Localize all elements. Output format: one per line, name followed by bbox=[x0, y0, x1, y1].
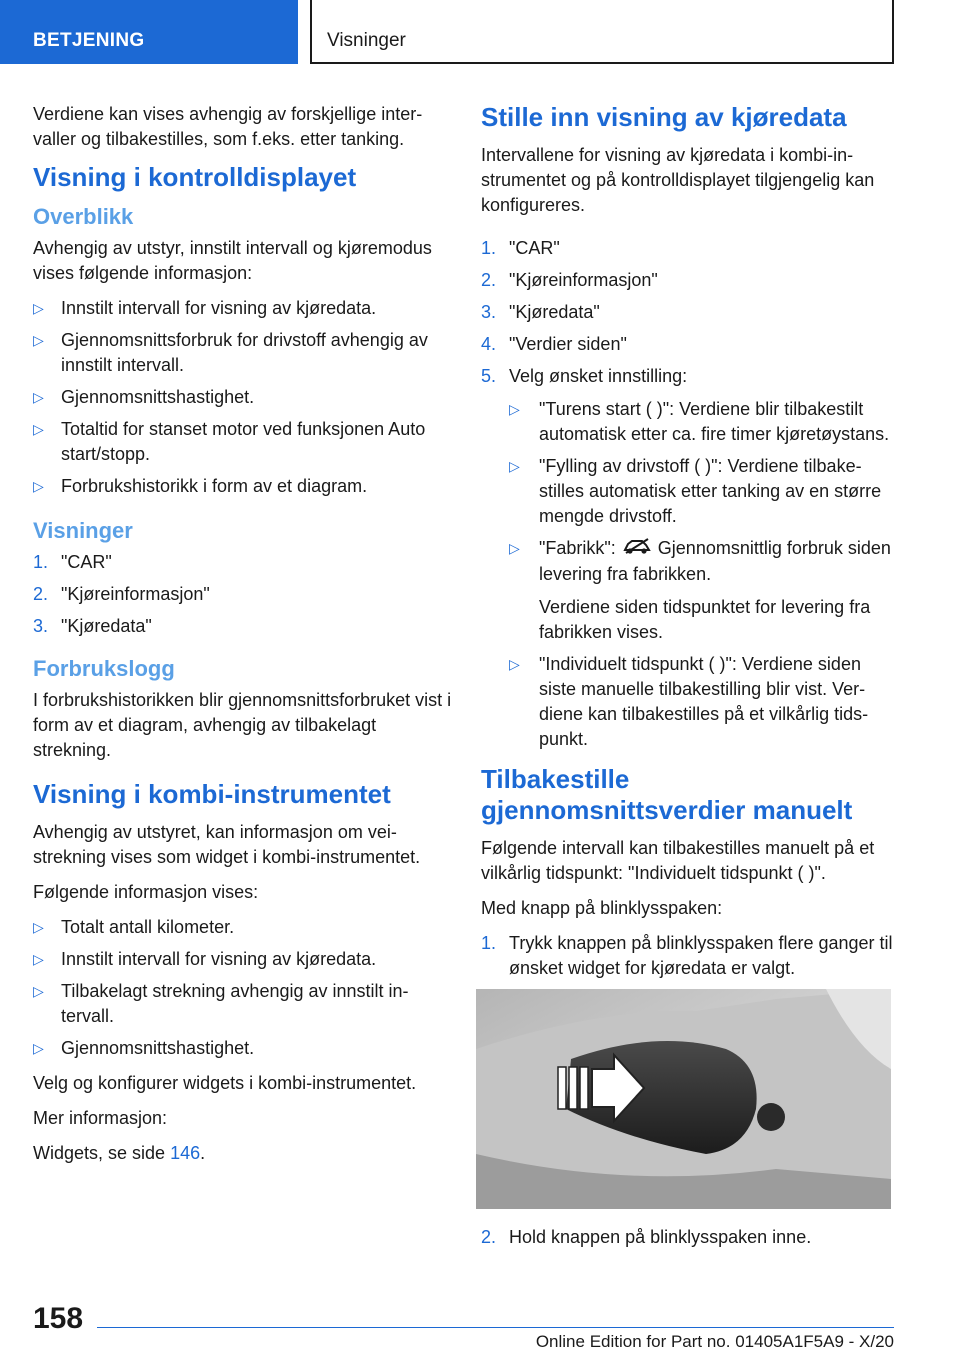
overview-list bbox=[33, 296, 453, 499]
list-item: ▷ Forbrukshistorikk i form av et diagram. bbox=[33, 474, 453, 499]
more-info: Mer informasjon: bbox=[33, 1108, 168, 1128]
configure-text: Velg og konfigurer widgets i kombi-instrumentet. bbox=[33, 1073, 417, 1093]
edition-footer: Online Edition for Part no. 01405A1F5A9 - X/20 bbox=[535, 1332, 894, 1351]
list-item: ▷ Innstilt intervall for visning av kjøredata. bbox=[33, 296, 453, 321]
list-item: ▷ Totaltid for stanset motor ved funksjonen Auto start/stopp. bbox=[33, 417, 453, 467]
list-item: ▷ Gjennomsnittshastighet. bbox=[33, 1036, 453, 1061]
overview-text: Avhengig av utstyr, innstilt intervall og kjøremodus vises følgende informasjon: bbox=[33, 238, 432, 283]
left-column bbox=[33, 102, 453, 1176]
list-item bbox=[481, 332, 897, 357]
factory-prefix: "Fabrikk": bbox=[539, 538, 616, 558]
step-number: 2. bbox=[481, 1226, 497, 1247]
step-text: "Kjøredata" bbox=[61, 616, 152, 636]
step-number: 5. bbox=[481, 366, 497, 386]
step-text: "Kjøredata" bbox=[509, 302, 600, 322]
settings-sublist bbox=[509, 397, 897, 752]
list-item: ▷ Innstilt intervall for visning av kjøredata. bbox=[33, 947, 453, 972]
chapter-title: Visninger bbox=[327, 30, 406, 51]
step-number: 1. bbox=[481, 238, 497, 258]
list-item bbox=[481, 364, 897, 752]
heading-consumption-log: Forbrukslogg bbox=[33, 656, 175, 681]
section-title: BETJENING bbox=[33, 30, 145, 51]
reset-steps-1 bbox=[481, 931, 897, 981]
step-text: Velg ønsket innstilling: bbox=[509, 366, 688, 386]
list-item bbox=[509, 536, 897, 645]
heading-views: Visninger bbox=[33, 518, 133, 543]
footer-divider bbox=[97, 1327, 894, 1328]
right-column bbox=[481, 102, 897, 1260]
set-text: Intervallene for visning av kjøredata i kombi-instrumentet og på kontrolldisplayet tilgjengelig kan konfigureres. bbox=[481, 145, 875, 215]
step-number: 3. bbox=[33, 616, 49, 636]
step-text: "Kjøreinformasjon" bbox=[61, 584, 210, 604]
reset-steps-2 bbox=[481, 1225, 897, 1250]
step-number: 4. bbox=[481, 334, 497, 354]
intro-text: Verdiene kan vises avhengig av forskjellige intervaller og tilbakestilles, som f.eks. etter tanking. bbox=[33, 104, 423, 149]
reset-button-text: Med knapp på blinklysspaken: bbox=[481, 897, 723, 918]
widgets-prefix: Widgets, se side bbox=[33, 1143, 171, 1163]
step-number: 2. bbox=[33, 584, 49, 604]
step-text: "CAR" bbox=[509, 238, 560, 258]
list-item: ▷ Gjennomsnittshastighet. bbox=[33, 385, 453, 410]
list-item bbox=[33, 614, 453, 639]
kombi-list bbox=[33, 915, 453, 1061]
list-item: ▷ "Fylling av drivstoff ( )": Verdiene tilbakestilles automatisk etter tanking av en større mengde drivstoff. bbox=[509, 454, 897, 529]
list-item: ▷ "Individuelt tidspunkt ( )": Verdiene siden siste manuelle tilbakestilling blir vist. Verdiene kan tilbakestilles på et vilkårlig tidspunkt. bbox=[509, 652, 897, 752]
section-tab bbox=[0, 0, 298, 64]
factory-note: Verdiene siden tidspunktet for levering fra fabrikken vises. bbox=[539, 596, 871, 642]
step-number: 1. bbox=[481, 932, 497, 953]
list-item: ▷ Tilbakelagt strekning avhengig av innstilt intervall. bbox=[33, 979, 453, 1029]
steps-list bbox=[481, 236, 897, 752]
list-item: ▷ Gjennomsnittsforbruk for drivstoff avhengig av innstilt intervall. bbox=[33, 328, 453, 378]
turn-signal-lever-photo bbox=[476, 989, 891, 1209]
list-item bbox=[33, 550, 453, 575]
reset-text: Følgende intervall kan tilbakestilles manuelt på et vilkårlig tidspunkt: "Individuelt tidspunkt ( )". bbox=[481, 837, 875, 883]
log-text: I forbrukshistorikken blir gjennomsnittsforbruket vist i form av et diagram, avhengig av tilbakelagt strekning. bbox=[33, 690, 452, 760]
heading-control-display: Visning i kontrolldisplayet bbox=[33, 162, 357, 192]
step-text: "Verdier siden" bbox=[509, 334, 627, 354]
list-item bbox=[33, 582, 453, 607]
widgets-suffix: . bbox=[200, 1143, 206, 1163]
step-text: "CAR" bbox=[61, 552, 112, 572]
kombi-text: Avhengig av utstyret, kan informasjon om veistrekning vises som widget i kombi-instrumentet. bbox=[33, 822, 421, 867]
step-text: "Kjøreinformasjon" bbox=[509, 270, 658, 290]
list-item bbox=[481, 300, 897, 325]
page-number: 158 bbox=[33, 1302, 84, 1335]
list-item bbox=[481, 268, 897, 293]
step-number: 1. bbox=[33, 552, 49, 572]
views-list bbox=[33, 550, 453, 639]
heading-kombi: Visning i kombi-instrumentet bbox=[33, 779, 391, 809]
list-item: ▷ Totalt antall kilometer. bbox=[33, 915, 453, 940]
step-number: 3. bbox=[481, 302, 497, 322]
step-text: Hold knappen på blinklysspaken inne. bbox=[509, 1226, 812, 1247]
list-item bbox=[481, 931, 897, 981]
kombi-following: Følgende informasjon vises: bbox=[33, 882, 259, 902]
step-text: Trykk knappen på blinklysspaken flere ganger til ønsket widget for kjøredata er valgt. bbox=[509, 932, 893, 978]
page-link[interactable]: 146 bbox=[170, 1143, 201, 1163]
heading-overview: Overblikk bbox=[33, 204, 134, 229]
heading-set-view: Stille inn visning av kjøredata bbox=[481, 102, 847, 132]
step-number: 2. bbox=[481, 270, 497, 290]
chapter-header bbox=[310, 0, 894, 64]
list-item bbox=[481, 1225, 897, 1250]
factory-suffix: Gjennomsnittlig forbruk siden levering fra fabrikken. bbox=[539, 538, 891, 584]
heading-reset: Tilbakestille gjennomsnittsverdier manuelt bbox=[481, 763, 853, 825]
widgets-reference bbox=[33, 1141, 453, 1166]
car-factory-icon bbox=[622, 537, 652, 562]
list-item: ▷ "Turens start ( )": Verdiene blir tilbakestilt automatisk etter ca. fire timer kjøretøystans. bbox=[509, 397, 897, 447]
list-item bbox=[481, 236, 897, 261]
